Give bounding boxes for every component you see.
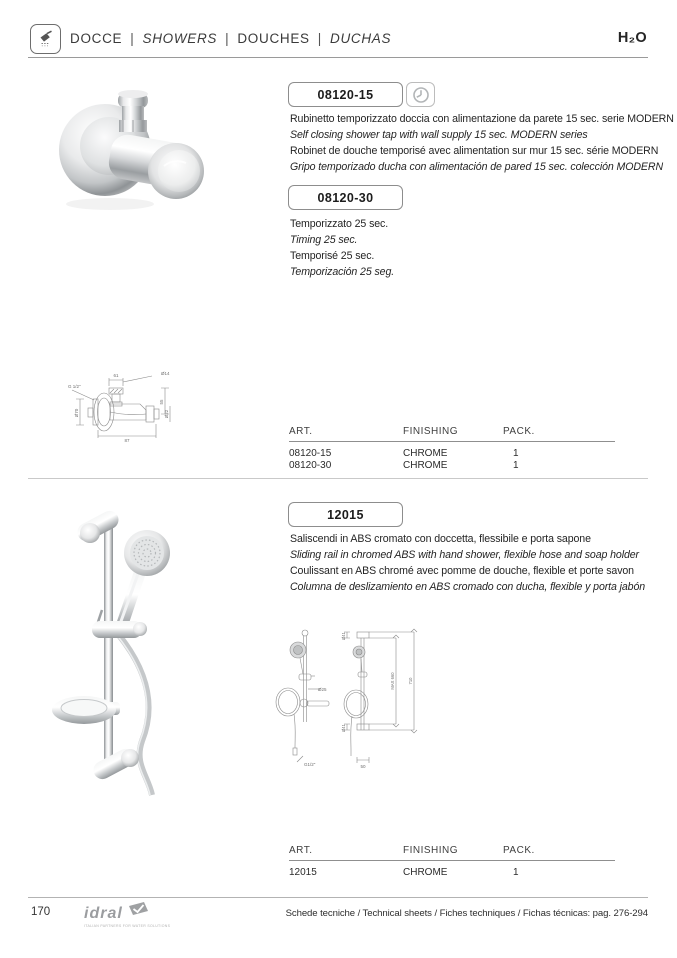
brand-logo [84, 902, 171, 928]
desc-fr: Robinet de douche temporisé avec alimentation sur mur 15 sec. série MODERN [290, 145, 659, 157]
page-number: 170 [31, 906, 51, 918]
rail-table [289, 845, 615, 879]
desc-fr: Coulissant en ABS chromé avec pomme de douche, flexible et porte savon [290, 565, 634, 577]
table-row [289, 460, 615, 472]
dimension-label-base-width: 50 [360, 764, 366, 769]
title-douches: DOUCHES [237, 31, 310, 46]
desc-es: Gripo temporizado ducha con alimentación de pared 15 sec. colección MODERN [290, 161, 663, 173]
product-photo-rail [52, 506, 197, 801]
h2o-mark: H₂O [617, 30, 647, 46]
title-duchas: DUCHAS [330, 31, 392, 46]
cell-finishing: CHROME [403, 460, 448, 471]
tap-descriptions [290, 111, 674, 175]
rail-descriptions [290, 531, 648, 595]
pipe-separator: | [225, 31, 230, 46]
title-showers: SHOWERS [142, 31, 218, 46]
col-art: ART. [289, 845, 313, 856]
title-docce: DOCCE [70, 31, 123, 46]
dimension-label-d22: Ø22 [164, 409, 169, 419]
dimension-label-top-width: 61 [113, 373, 119, 378]
cell-art: 12015 [289, 867, 317, 878]
cell-art: 08120-15 [289, 448, 332, 459]
cell-art: 08120-30 [289, 460, 332, 471]
dimension-label-thread: G1/2" [304, 762, 316, 767]
table-row [289, 861, 615, 879]
page-title [70, 31, 391, 46]
code-label: 08120-30 [317, 190, 374, 205]
col-pack: PACK. [503, 426, 535, 437]
code-label: 12015 [327, 507, 364, 522]
table-header-row [289, 426, 615, 442]
code-label: 08120-15 [317, 87, 374, 102]
shower-icon [36, 29, 56, 49]
cell-finishing: CHROME [403, 448, 448, 459]
timer-icon-box [406, 82, 435, 107]
col-pack: PACK. [503, 845, 535, 856]
desc-it: Rubinetto temporizzato doccia con alimentazione da parete 15 sec. serie MODERN [290, 113, 674, 125]
cell-pack: 1 [513, 867, 519, 878]
table-header-row [289, 845, 615, 861]
dimension-label-h55: 55 [159, 399, 164, 405]
cell-finishing: CHROME [403, 867, 448, 878]
dimension-label-d70: Ø70 [74, 408, 79, 418]
page-header [28, 24, 648, 58]
timing-it: Temporizzato 25 sec. [290, 218, 389, 230]
code-badge-08120-30 [288, 185, 403, 210]
dimension-label-thread: G 1/2" [68, 384, 81, 389]
cell-pack: 1 [513, 448, 519, 459]
timing-fr: Temporisé 25 sec. [290, 250, 375, 262]
timer-clock-icon [412, 86, 430, 104]
tap-timing [290, 216, 648, 280]
desc-en: Self closing shower tap with wall supply 15 sec. MODERN series [290, 129, 588, 141]
dimension-label-total-height: 710 [408, 677, 413, 685]
cell-pack: 1 [513, 460, 519, 471]
technical-sheets-note: Schede tecniche / Technical sheets / Fiches techniques / Fichas técnicas: pag. 276-294 [285, 908, 648, 919]
dimension-label-d14: Ø14 [161, 371, 170, 376]
dimension-label-d41-top: Ø41 [341, 632, 346, 640]
product-photo-tap [52, 76, 232, 221]
desc-es: Columna de deslizamiento en ABS cromado con ducha, flexible y porta jabón [290, 581, 646, 593]
brand-logo-text: idral [84, 905, 123, 922]
dimension-label-bottom-width: 87 [124, 438, 130, 443]
pipe-separator: | [130, 31, 135, 46]
dimension-label-max-height: MAX 660 [390, 672, 395, 690]
timing-es: Temporización 25 seg. [290, 266, 395, 278]
col-finishing: FINISHING [403, 426, 459, 437]
shower-icon-box [30, 24, 61, 54]
pipe-separator: | [317, 31, 322, 46]
section-divider [28, 478, 648, 479]
code-badge-08120-15 [288, 82, 403, 107]
timing-en: Timing 25 sec. [290, 234, 358, 246]
tech-drawing-rail [262, 612, 437, 780]
col-art: ART. [289, 426, 313, 437]
desc-it: Saliscendi in ABS cromato con doccetta, flessibile e porta sapone [290, 533, 591, 545]
code-badge-12015 [288, 502, 403, 527]
footer-rule [28, 897, 648, 898]
dimension-label-d25: Ø25 [318, 687, 327, 692]
tap-table [289, 426, 615, 472]
col-finishing: FINISHING [403, 845, 459, 856]
tech-drawing-tap [66, 356, 190, 454]
brand-tagline: ITALIAN PARTNERS FOR WATER SOLUTIONS [84, 924, 171, 928]
dimension-label-d41-bottom: Ø41 [341, 724, 346, 732]
desc-en: Sliding rail in chromed ABS with hand shower, flexible hose and soap holder [290, 549, 639, 561]
brand-diamond-icon [129, 902, 148, 916]
table-row [289, 442, 615, 460]
